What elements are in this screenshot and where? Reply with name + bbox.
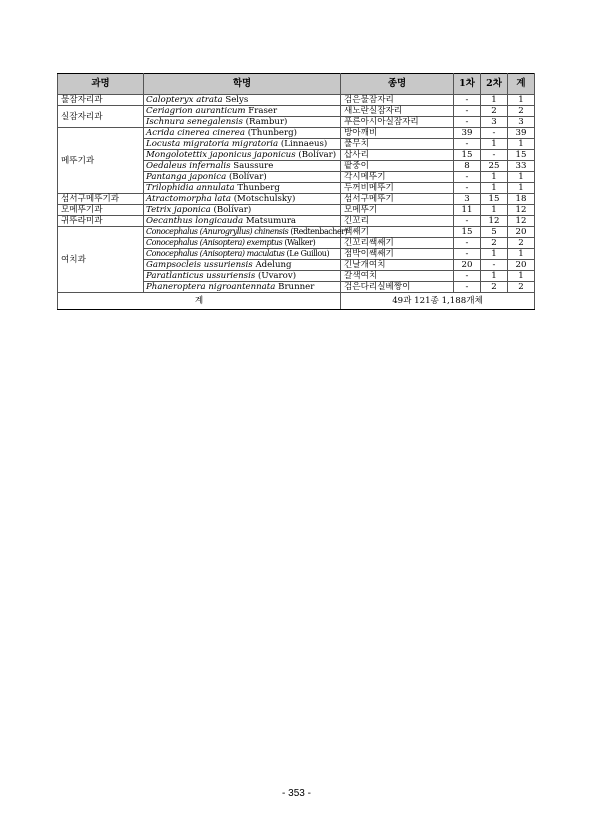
table-row xyxy=(58,128,535,139)
second-count-cell: - xyxy=(481,128,508,139)
scientific-name-italic: Conocephalus (Anisoptera) maculatus xyxy=(146,249,285,258)
total-cell: 20 xyxy=(508,227,535,238)
species-author: Selys xyxy=(225,95,249,105)
first-count-cell: 39 xyxy=(454,128,481,139)
species-author: Adelung xyxy=(255,260,292,270)
first-count-cell: - xyxy=(454,238,481,249)
second-count-cell: 1 xyxy=(481,271,508,282)
family-cell: 메뚜기과 xyxy=(58,128,144,194)
species-author: Saussure xyxy=(233,161,274,171)
header-total: 계 xyxy=(508,74,535,95)
total-cell: 2 xyxy=(508,106,535,117)
species-author: Fraser xyxy=(248,106,278,116)
scientific-name-cell xyxy=(144,139,341,150)
scientific-name-cell xyxy=(144,238,341,249)
second-count-cell: 1 xyxy=(481,183,508,194)
scientific-name-italic: Oecanthus longicauda xyxy=(146,216,244,226)
scientific-name-cell xyxy=(144,128,341,139)
korean-name-cell: 새노란실잠자리 xyxy=(341,106,454,117)
species-author: Thunberg xyxy=(237,183,280,193)
total-cell: 1 xyxy=(508,139,535,150)
korean-name-cell: 삽사리 xyxy=(341,150,454,161)
scientific-name-italic: Ceriagrion auranticum xyxy=(146,106,246,116)
scientific-name-cell xyxy=(144,271,341,282)
species-author: (Linnaeus) xyxy=(280,139,328,149)
species-author: (Redtenbacher) xyxy=(290,227,348,236)
species-author: (Bolívar) xyxy=(228,172,267,182)
scientific-name-italic: Phaneroptera nigroantennata xyxy=(146,282,276,292)
scientific-name-italic: Paratlanticus ussuriensis xyxy=(146,271,256,281)
scientific-name-italic: Gampsocleis ussuriensis xyxy=(146,260,253,270)
total-cell: 20 xyxy=(508,260,535,271)
header-second-count: 2차 xyxy=(481,74,508,95)
header-family: 과명 xyxy=(58,74,144,95)
species-author: (Uvarov) xyxy=(257,271,297,281)
first-count-cell: - xyxy=(454,271,481,282)
korean-name-cell: 긴꼬리 xyxy=(341,216,454,227)
first-count-cell: 3 xyxy=(454,194,481,205)
korean-name-cell: 두꺼비메뚜기 xyxy=(341,183,454,194)
first-count-cell: - xyxy=(454,117,481,128)
family-cell: 실잠자리과 xyxy=(58,106,144,128)
second-count-cell: 1 xyxy=(481,249,508,260)
species-author: Matsumura xyxy=(245,216,297,226)
header-first-count: 1차 xyxy=(454,74,481,95)
korean-name-cell: 점박이쌕쌔기 xyxy=(341,249,454,260)
second-count-cell: 1 xyxy=(481,172,508,183)
first-count-cell: - xyxy=(454,106,481,117)
scientific-name-italic: Trilophidia annulata xyxy=(146,183,235,193)
scientific-name-cell xyxy=(144,205,341,216)
korean-name-cell: 검은물잠자리 xyxy=(341,95,454,106)
species-table xyxy=(57,73,535,310)
korean-name-cell: 긴날개여치 xyxy=(341,260,454,271)
korean-name-cell: 팥중이 xyxy=(341,161,454,172)
first-count-cell: - xyxy=(454,249,481,260)
scientific-name-italic: Pantanga japonica xyxy=(146,172,227,182)
scientific-name-cell xyxy=(144,117,341,128)
scientific-name-cell xyxy=(144,106,341,117)
second-count-cell: - xyxy=(481,150,508,161)
table-row xyxy=(58,106,535,117)
scientific-name-italic: Tetrix japonica xyxy=(146,205,211,215)
scientific-name-cell xyxy=(144,183,341,194)
total-cell: 2 xyxy=(508,282,535,293)
first-count-cell: - xyxy=(454,139,481,150)
table-body xyxy=(58,95,535,293)
korean-name-cell: 푸른아시아실잠자리 xyxy=(341,117,454,128)
species-author: (Le Guillou) xyxy=(286,249,330,258)
scientific-name-cell xyxy=(144,150,341,161)
footer-label: 계 xyxy=(58,293,341,310)
first-count-cell: 20 xyxy=(454,260,481,271)
scientific-name-cell xyxy=(144,172,341,183)
table-row xyxy=(58,194,535,205)
species-author: (Bolívar) xyxy=(298,150,337,160)
scientific-name-cell xyxy=(144,216,341,227)
total-cell: 2 xyxy=(508,238,535,249)
second-count-cell: 5 xyxy=(481,227,508,238)
korean-name-cell: 갈색여치 xyxy=(341,271,454,282)
korean-name-cell: 검은다리실베짱이 xyxy=(341,282,454,293)
korean-name-cell: 방아깨비 xyxy=(341,128,454,139)
scientific-name-italic: Ischnura senegalensis xyxy=(146,117,243,127)
second-count-cell: 3 xyxy=(481,117,508,128)
first-count-cell: 8 xyxy=(454,161,481,172)
scientific-name-italic: Oedaleus infernalis xyxy=(146,161,231,171)
header-korean-name: 종명 xyxy=(341,74,454,95)
total-cell: 33 xyxy=(508,161,535,172)
korean-name-cell: 쌕쌔기 xyxy=(341,227,454,238)
total-cell: 12 xyxy=(508,216,535,227)
total-cell: 12 xyxy=(508,205,535,216)
first-count-cell: - xyxy=(454,282,481,293)
total-cell: 15 xyxy=(508,150,535,161)
species-author: (Rambur) xyxy=(245,117,288,127)
total-cell: 1 xyxy=(508,95,535,106)
scientific-name-italic: Conocephalus (Anisoptera) exemptus xyxy=(146,238,283,247)
first-count-cell: 15 xyxy=(454,150,481,161)
family-cell: 귀뚜라미과 xyxy=(58,216,144,227)
scientific-name-cell xyxy=(144,95,341,106)
species-author: (Walker) xyxy=(284,238,316,247)
table-row xyxy=(58,216,535,227)
first-count-cell: 11 xyxy=(454,205,481,216)
scientific-name-cell xyxy=(144,282,341,293)
scientific-name-italic: Locusta migratoria migratoria xyxy=(146,139,279,149)
scientific-name-italic: Acrida cinerea cinerea xyxy=(146,128,245,138)
second-count-cell: 1 xyxy=(481,95,508,106)
table-row xyxy=(58,95,535,106)
table-row xyxy=(58,205,535,216)
second-count-cell: 25 xyxy=(481,161,508,172)
scientific-name-cell xyxy=(144,227,348,238)
scientific-name-cell xyxy=(144,161,341,172)
total-cell: 39 xyxy=(508,128,535,139)
second-count-cell: - xyxy=(481,260,508,271)
family-cell: 섬서구메뚜기과 xyxy=(58,194,144,205)
scientific-name-italic: Atractomorpha lata xyxy=(146,194,231,204)
species-author: (Bolívar) xyxy=(213,205,252,215)
table-header-row xyxy=(58,74,535,95)
korean-name-cell: 모메뚜기 xyxy=(341,205,454,216)
table-row xyxy=(58,227,535,238)
total-cell: 1 xyxy=(508,249,535,260)
first-count-cell: 15 xyxy=(454,227,481,238)
table-footer-row xyxy=(58,293,535,310)
scientific-name-italic: Calopteryx atrata xyxy=(146,95,223,105)
first-count-cell: - xyxy=(454,183,481,194)
family-cell: 모메뚜기과 xyxy=(58,205,144,216)
scientific-name-italic: Mongolotettix japonicus japonicus xyxy=(146,150,296,160)
footer-summary: 49과 121종 1,188개체 xyxy=(341,293,535,310)
second-count-cell: 12 xyxy=(481,216,508,227)
second-count-cell: 1 xyxy=(481,139,508,150)
scientific-name-cell xyxy=(144,194,341,205)
second-count-cell: 1 xyxy=(481,205,508,216)
species-author: (Thunberg) xyxy=(247,128,297,138)
second-count-cell: 15 xyxy=(481,194,508,205)
total-cell: 1 xyxy=(508,271,535,282)
second-count-cell: 2 xyxy=(481,282,508,293)
family-cell: 여치과 xyxy=(58,227,144,293)
scientific-name-cell xyxy=(144,249,341,260)
second-count-cell: 2 xyxy=(481,238,508,249)
first-count-cell: - xyxy=(454,216,481,227)
korean-name-cell: 긴꼬리쌕쌔기 xyxy=(341,238,454,249)
korean-name-cell: 풀무치 xyxy=(341,139,454,150)
korean-name-cell: 섬서구메뚜기 xyxy=(341,194,454,205)
page-number: - 353 - xyxy=(282,788,311,799)
species-author: Brunner xyxy=(278,282,315,292)
second-count-cell: 2 xyxy=(481,106,508,117)
first-count-cell: - xyxy=(454,172,481,183)
total-cell: 3 xyxy=(508,117,535,128)
total-cell: 18 xyxy=(508,194,535,205)
scientific-name-cell xyxy=(144,260,341,271)
total-cell: 1 xyxy=(508,183,535,194)
korean-name-cell: 각시메뚜기 xyxy=(341,172,454,183)
header-scientific-name: 학명 xyxy=(144,74,341,95)
total-cell: 1 xyxy=(508,172,535,183)
species-author: (Motschulsky) xyxy=(233,194,296,204)
first-count-cell: - xyxy=(454,95,481,106)
family-cell: 물잠자리과 xyxy=(58,95,144,106)
scientific-name-italic: Conocephalus (Anurogryllus) chinensis xyxy=(146,227,289,236)
